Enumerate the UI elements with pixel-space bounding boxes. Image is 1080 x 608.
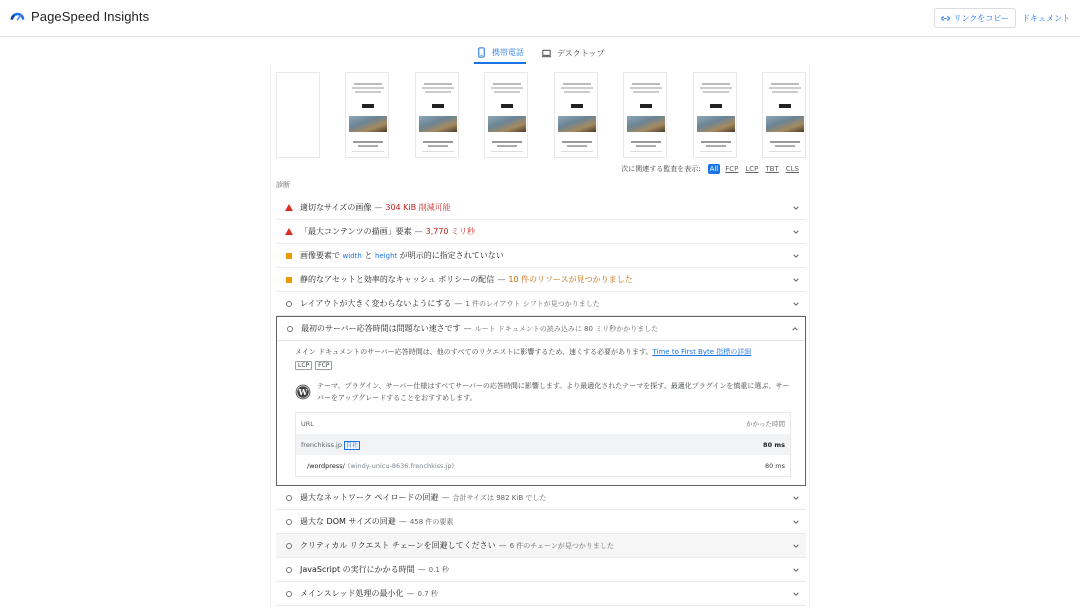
filter-lcp[interactable]: LCP [745,165,759,173]
table-row [296,455,790,476]
average-icon [284,277,294,283]
filmstrip-frame [484,72,528,158]
chevron-up-icon [791,325,799,333]
audit-row[interactable]: JavaScript の実行にかかる時間 — 0.1 秒 [276,558,806,582]
svg-text:W: W [298,387,308,397]
wordpress-tip: テーマ、プラグイン、サーバー仕様はすべてサーバーの応答時間に影響します。より最適化されたテーマを探す、最適化プラグインを慎重に選ぶ、サーバーをアップグレードすることをおすすめします。 [317,382,790,402]
info-icon [284,495,294,501]
filmstrip-frame [623,72,667,158]
audit-detail: 合計サイズは 982 KiB でした [452,493,547,502]
metric-filter [621,164,801,174]
tab-mobile[interactable] [474,42,526,64]
info-icon [284,543,294,549]
audit-title: JavaScript の実行にかかる時間 [300,565,415,574]
details-table [295,412,791,477]
fail-icon [284,228,294,235]
audit-row[interactable]: 過大なネットワーク ペイロードの回避 — 合計サイズは 982 KiB でした [276,486,806,510]
audit-detail: 1 件のレイアウト シフトが見つかりました [465,299,600,308]
audit-title: 過大なネットワーク ペイロードの回避 [300,493,439,502]
chevron-down-icon [792,276,800,284]
filmstrip-frame [554,72,598,158]
table-group-row [296,434,790,455]
filmstrip-frame [415,72,459,158]
audit-detail: 458 件の要素 [409,517,454,526]
audit-title: 画像要素で width と height が明示的に指定されていない [300,251,504,260]
audit-title: 適切なサイズの画像 [300,203,372,212]
filmstrip-frame [762,72,806,158]
info-icon [284,301,294,307]
audit-description: メイン ドキュメントのサーバー応答時間は、他のすべてのリクエストに影響するため、速くする必要があります。Time to First Byte 指標の詳細 [295,348,752,356]
audit-row[interactable]: メインスレッド処理の最小化 — 0.7 秒 [276,582,806,606]
expanded-audit [276,316,806,486]
filmstrip-frame [345,72,389,158]
table-header [296,413,790,434]
report-column [270,64,810,608]
chevron-down-icon [792,228,800,236]
filter-fcp[interactable]: FCP [725,165,739,173]
tab-mobile-label: 携帯電話 [492,47,524,57]
audit-row[interactable] [276,244,806,268]
filter-all[interactable]: All [709,165,719,173]
audit-detail: 10 件のリソースが見つかりました [508,275,633,284]
audit-title: クリティカル リクエスト チェーンを回避してください [300,541,496,550]
audit-title: メインスレッド処理の最小化 [300,589,404,598]
link-icon [941,14,950,23]
copy-link-button[interactable] [934,8,1016,28]
row-host: (windy-unicu-8636.frenchkiss.jp) [347,461,454,470]
audit-row[interactable]: レイアウトが大きく変わらないようにする — 1 件のレイアウト シフトが見つかりました [276,292,806,316]
average-icon [284,253,294,259]
first-party-badge: 自社 [345,442,358,449]
chevron-down-icon [792,204,800,212]
chevron-down-icon [792,518,800,526]
logo-text: PageSpeed Insights [31,9,150,24]
audit-title: 静的なアセットと効率的なキャッシュ ポリシーの配信 [300,275,495,284]
audit-row[interactable]: 適切なサイズの画像 — 304 KiB 削減可能 [276,196,806,220]
metric-filter-label: 次に関連する監査を表示: [621,165,701,173]
col-url: URL [301,419,314,428]
audit-list [276,196,806,606]
tab-desktop[interactable] [541,42,604,64]
audit-title: 過大な DOM サイズの回避 [300,517,396,526]
info-icon [284,519,294,525]
audit-detail: 0.7 秒 [417,589,438,598]
chevron-down-icon [792,542,800,550]
audit-detail: ルート ドキュメントの読み込みに 80 ミリ秒かかりました [474,324,659,333]
audit-detail: 0.1 秒 [428,565,450,574]
audit-title: レイアウトが大きく変わらないようにする [300,299,452,308]
info-icon [284,567,294,573]
logo[interactable] [10,9,149,24]
pagespeed-logo-icon [10,9,25,24]
wordpress-icon [295,384,311,400]
audit-title: 最初のサーバー応答時間は問題ない速さです [301,324,461,333]
audit-title: 「最大コンテンツの描画」要素 [300,227,412,236]
docs-link[interactable]: ドキュメント [1022,13,1070,23]
col-time: かかった時間 [746,420,785,428]
chevron-down-icon [792,252,800,260]
group-time: 80 ms [763,440,785,449]
audit-detail: 304 KiB 削減可能 [385,203,451,212]
audit-row[interactable]: 静的なアセットと効率的なキャッシュ ポリシーの配信 — 10 件のリソースが見つかりました [276,268,806,292]
learn-more-link[interactable]: Time to First Byte 指標の詳細 [652,348,752,356]
tab-desktop-label: デスクトップ [557,48,605,58]
filter-cls[interactable]: CLS [785,165,799,173]
filmstrip [276,70,806,158]
chevron-down-icon [792,590,800,598]
copy-link-label: リンクをコピー [953,13,1009,23]
filmstrip-frame [276,72,320,158]
audit-detail: 6 件のチェーンが見つかりました [509,541,614,550]
smartphone-icon [476,47,487,58]
audit-detail: 3,770 ミリ秒 [425,227,476,236]
row-path[interactable]: /wordpress/ [307,461,345,470]
chevron-down-icon [792,300,800,308]
info-icon [284,591,294,597]
audit-row[interactable]: クリティカル リクエスト チェーンを回避してください — 6 件のチェーンが見つかりました [276,534,806,558]
row-time: 80 ms [764,461,785,470]
metric-chip-fcp: FCP [315,361,332,370]
top-bar [0,0,1080,37]
metric-chip-lcp: LCP [295,361,312,370]
chevron-down-icon [792,566,800,574]
audit-row-expanded[interactable]: 最初のサーバー応答時間は問題ない速さです — ルート ドキュメントの読み込みに 80 ミリ秒かかりました [277,317,805,341]
section-label-diagnostics: 診断 [276,181,290,189]
audit-row[interactable]: 「最大コンテンツの描画」要素 — 3,770 ミリ秒 [276,220,806,244]
chevron-down-icon [792,494,800,502]
info-icon [285,326,295,332]
group-host: frenchkiss.jp [301,441,342,449]
fail-icon [284,204,294,211]
filmstrip-frame [693,72,737,158]
filter-tbt[interactable]: TBT [765,165,779,173]
laptop-icon [541,48,552,59]
audit-row[interactable]: 過大な DOM サイズの回避 — 458 件の要素 [276,510,806,534]
device-tabs [0,38,1080,64]
